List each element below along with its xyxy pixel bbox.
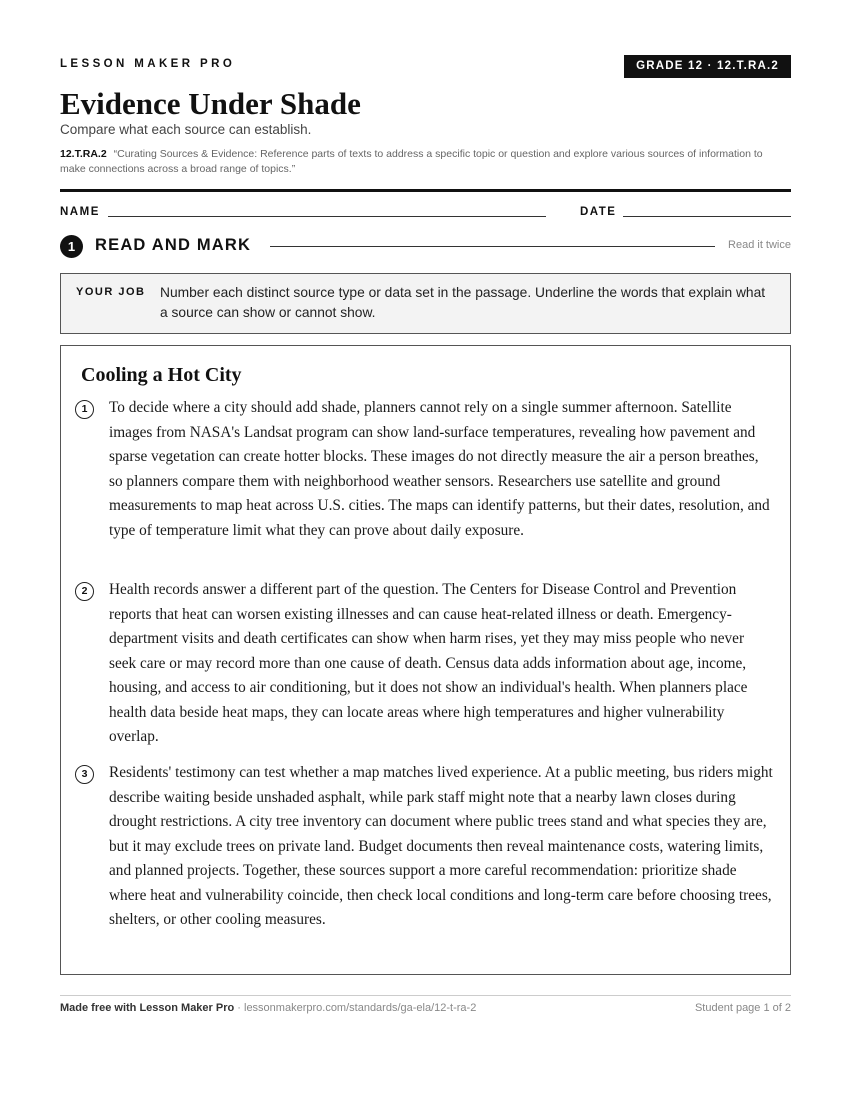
- section-note: Read it twice: [728, 239, 791, 251]
- date-field[interactable]: [623, 216, 791, 217]
- page-indicator: Student page 1 of 2: [694, 1002, 791, 1014]
- paragraph-text: Health records answer a different part of the question. The Centers for Disease Control and Prevention reports that heat can worsen existing illnesses and can cause heat-related illness or death. Emergency-department visits and death certificates can show when harm rises, yet they may miss people who never seek care or may record more than one cause of death. Census data adds information about age, income, housing, and access to air conditioning, but it does not show an individual's health. When planners place health data beside heat maps, they can locate areas where high temperatures and higher vulnerability overlap.: [109, 581, 748, 745]
- instructions-text: Number each distinct source type or data set in the passage. Underline the words that explain what a source can show or cannot show.: [160, 285, 766, 320]
- standard-text: “Curating Sources & Evidence: Reference parts of texts to address a specific topic or question and explore various sources of information to make connections across a broad range of topics.”: [60, 148, 763, 175]
- paragraph-text: To decide where a city should add shade, planners cannot rely on a single summer afternoon. Satellite images from NASA's Landsat program can show land-surface temperatures, revealing how pavement and sparse vegetation can create hotter blocks. These images do not directly measure the air a person breathes, so planners compare them with neighborhood weather sensors. Researchers use satellite and ground measurements to map heat across U.S. cities. The maps can identify patterns, but their dates, resolution, and type of temperature limit what they can prove about daily exposure.: [109, 399, 770, 539]
- worksheet-page: [60, 0, 791, 1100]
- name-label: NAME: [60, 206, 100, 218]
- section-title: READ AND MARK: [95, 236, 252, 254]
- name-field[interactable]: [108, 216, 546, 217]
- brand-name: LESSON MAKER PRO: [60, 58, 236, 70]
- grade-badge: GRADE 12 · 12.T.RA.2: [624, 55, 791, 78]
- footer-url[interactable]: lessonmakerpro.com/standards/ga-ela/12-t-ra-2: [244, 1002, 477, 1014]
- standard-code: 12.T.RA.2: [60, 148, 107, 160]
- footer-separator: ·: [234, 1002, 244, 1014]
- footer-credit: [60, 1002, 476, 1014]
- instructions-box: [60, 273, 791, 334]
- header-row: [60, 55, 791, 79]
- passage-box: [60, 345, 791, 975]
- footer-divider: [60, 995, 791, 996]
- standard-description: [60, 147, 780, 177]
- passage-title: Cooling a Hot City: [81, 364, 242, 386]
- footer-made-with: Made free with Lesson Maker Pro: [60, 1002, 235, 1014]
- paragraph-number: 3: [75, 765, 94, 784]
- paragraph-number: 2: [75, 582, 94, 601]
- date-label: DATE: [580, 206, 617, 218]
- paragraph-text: Residents' testimony can test whether a map matches lived experience. At a public meeting, bus riders might describe waiting beside unshaded asphalt, while park staff might note that a nearby lawn closes during drought restrictions. A city tree inventory can document where public trees stand and what species they are, but it may exclude trees on private land. Budget documents then reveal maintenance costs, watering limits, and planned projects. Together, these sources support a more careful recommendation: prioritize shade where heat and vulnerability coincide, then check local conditions and long-term care before choosing trees, shelters, or other cooling measures.: [109, 764, 773, 928]
- paragraph-number: 1: [75, 400, 94, 419]
- instructions-label: YOUR JOB: [76, 286, 146, 298]
- header-divider: [60, 189, 791, 192]
- page-title: Evidence Under Shade: [60, 86, 361, 121]
- section-number-badge: 1: [60, 235, 83, 258]
- page-subtitle: Compare what each source can establish.: [60, 122, 312, 137]
- section-divider: [270, 246, 715, 247]
